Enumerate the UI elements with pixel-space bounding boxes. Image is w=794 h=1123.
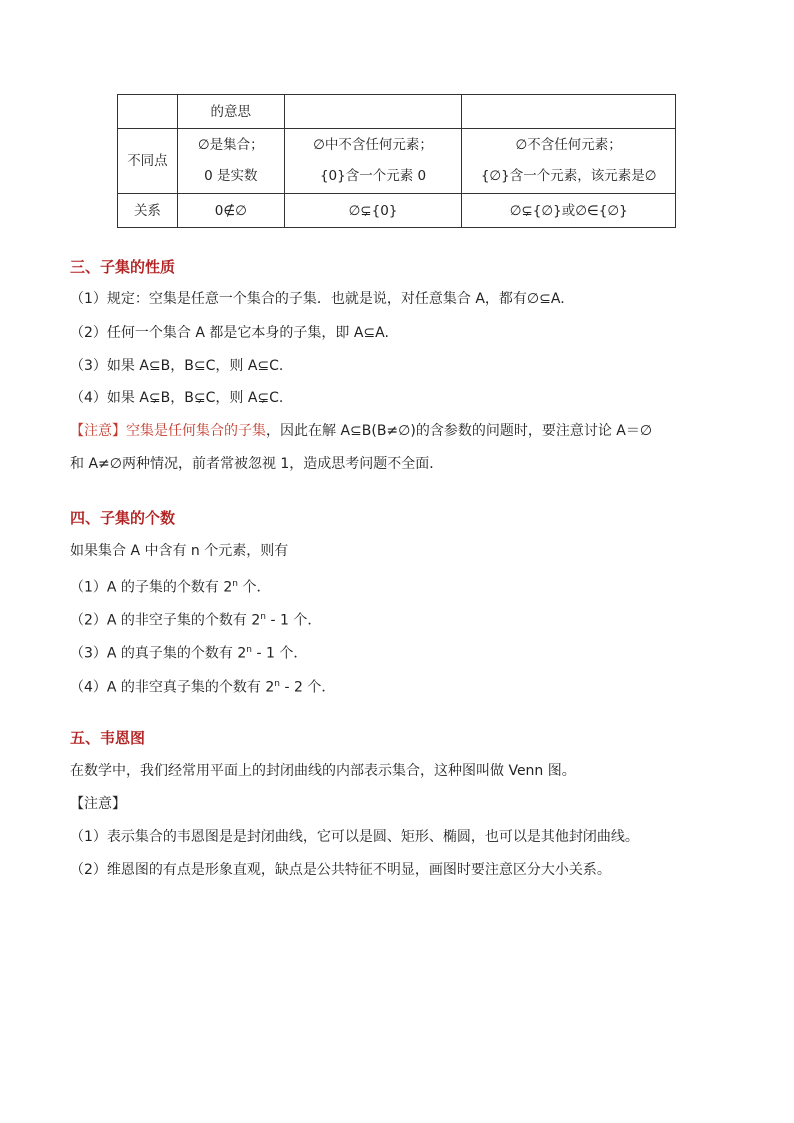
cell-line: ∅是集合； (197, 137, 264, 153)
section-heading-venn-diagram: 五、韦恩图 (70, 729, 146, 747)
paragraph: （4）A 的非空真子集的个数有 2$^n$ - 2 个． (70, 679, 336, 696)
table-cell: 关系 (118, 194, 178, 228)
paragraph: （2）维恩图的有点是形象直观，缺点是公共特征不明显，画图时要注意区分大小关系。 (70, 862, 611, 878)
comparison-table (117, 94, 676, 228)
table-cell: 0∉∅ (177, 194, 284, 228)
note-text: ，因此在解 A⊆B(B≠∅)的含参数的问题时，要注意讨论 A＝∅ (266, 423, 653, 439)
note-label: 【注意】 (70, 796, 126, 812)
table-row (118, 129, 676, 194)
cell-line: ∅不含任何元素； (515, 137, 622, 153)
table-cell: ∅⊊{∅}或∅∈{∅} (462, 194, 676, 228)
paragraph: 和 A≠∅两种情况，前者常被忽视 1，造成思考问题不全面． (70, 456, 444, 472)
paragraph: （1）A 的子集的个数有 2$^n$ 个． (70, 579, 271, 596)
table-cell: 不同点 (118, 129, 178, 194)
paragraph: 在数学中，我们经常用平面上的封闭曲线的内部表示集合，这种图叫做 Venn 图。 (70, 763, 576, 779)
cell-line: {0}含一个元素 0 (319, 168, 427, 184)
paragraph: （1）规定：空集是任意一个集合的子集．也就是说，对任意集合 A，都有∅⊆A. (70, 291, 565, 307)
paragraph: （1）表示集合的韦恩图是是封闭曲线，它可以是圆、矩形、椭圆，也可以是其他封闭曲线。 (70, 829, 639, 845)
paragraph: （2）A 的非空子集的个数有 2$^n$ - 1 个． (70, 612, 322, 629)
table-cell: 的意思 (177, 95, 284, 129)
section-heading-subset-count: 四、子集的个数 (70, 509, 176, 527)
table-cell: ∅⊊{0} (284, 194, 462, 228)
section-heading-subset-properties: 三、子集的性质 (70, 258, 176, 276)
table-row (118, 95, 676, 129)
paragraph: （3）A 的真子集的个数有 2$^n$ - 1 个． (70, 645, 308, 662)
paragraph: （2）任何一个集合 A 都是它本身的子集，即 A⊆A. (70, 325, 389, 341)
table-cell (177, 129, 284, 194)
table-cell (284, 129, 462, 194)
cell-line: {∅}含一个元素，该元素是∅ (480, 168, 657, 184)
table-cell (118, 95, 178, 129)
table-row (118, 194, 676, 228)
paragraph: 如果集合 A 中含有 n 个元素，则有 (70, 543, 289, 559)
paragraph: （3）如果 A⊆B，B⊆C，则 A⊆C. (70, 358, 284, 374)
cell-line: ∅中不含任何元素； (313, 137, 433, 153)
table-cell (462, 95, 676, 129)
note-label: 【注意】空集是任何集合的子集 (70, 423, 266, 439)
table-cell (284, 95, 462, 129)
note-paragraph (70, 421, 652, 441)
cell-line: 0 是实数 (204, 168, 258, 184)
paragraph: （4）如果 A⊊B，B⊊C，则 A⊊C. (70, 390, 284, 406)
table-cell (462, 129, 676, 194)
